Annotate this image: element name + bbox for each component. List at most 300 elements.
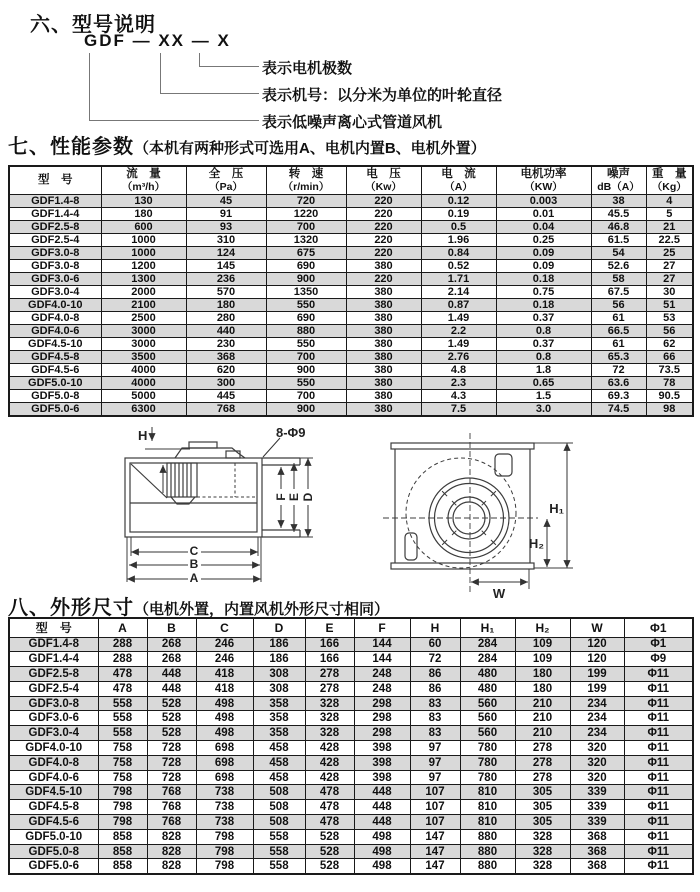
table-cell: 220	[346, 234, 421, 247]
table-cell: 0.18	[496, 273, 591, 286]
table-cell: 368	[570, 859, 624, 874]
table-cell: 700	[266, 221, 346, 234]
table-cell: 738	[196, 800, 253, 815]
table-cell: 398	[354, 755, 410, 770]
table-cell: 698	[196, 755, 253, 770]
section-8-heading	[8, 591, 389, 620]
table-cell: 38	[591, 195, 646, 208]
table-cell: GDF5.0-6	[9, 859, 98, 874]
table-cell: 1350	[266, 286, 346, 299]
table-cell: 498	[354, 829, 410, 844]
table-cell: 380	[346, 364, 421, 377]
table-cell: 810	[460, 800, 515, 815]
table-row	[9, 726, 693, 741]
table-cell: 768	[147, 800, 196, 815]
table-cell: 66.5	[591, 325, 646, 338]
model-code: GDF — XX — X	[84, 31, 231, 50]
table-cell: GDF4.5-6	[9, 364, 101, 377]
dimensions-table	[8, 617, 694, 875]
table-cell: 0.19	[421, 208, 496, 221]
table-cell: GDF1.4-4	[9, 652, 98, 667]
table-cell: 550	[266, 299, 346, 312]
section-7-heading	[8, 130, 486, 159]
table-cell: 248	[354, 667, 410, 682]
table-cell: 328	[305, 726, 354, 741]
table-cell: 180	[515, 681, 570, 696]
table-cell: 768	[147, 785, 196, 800]
column-header: 噪声 dB（A）	[591, 166, 646, 195]
table-cell: 199	[570, 681, 624, 696]
table-cell: 97	[410, 755, 460, 770]
table-cell: 284	[460, 652, 515, 667]
table-cell: 97	[410, 741, 460, 756]
table-cell: 278	[515, 770, 570, 785]
table-cell: 690	[266, 260, 346, 273]
table-cell: 528	[305, 859, 354, 874]
table-cell: GDF3.0-4	[9, 286, 101, 299]
table-row	[9, 325, 693, 338]
table-cell: GDF2.5-4	[9, 681, 98, 696]
table-cell: 53	[646, 312, 693, 325]
table-row	[9, 312, 693, 325]
table-cell: 0.25	[496, 234, 591, 247]
table-cell: 25	[646, 247, 693, 260]
table-cell: Φ11	[624, 755, 693, 770]
table-cell: GDF5.0-8	[9, 844, 98, 859]
table-cell: 147	[410, 844, 460, 859]
table-row	[9, 844, 693, 859]
table-cell: Φ11	[624, 859, 693, 874]
table-cell: 288	[98, 637, 147, 652]
table-cell: GDF3.0-6	[9, 711, 98, 726]
table-cell: 86	[410, 681, 460, 696]
table-cell: 278	[305, 667, 354, 682]
table-row	[9, 195, 693, 208]
table-row	[9, 770, 693, 785]
table-cell: 246	[196, 652, 253, 667]
table-cell: 147	[410, 859, 460, 874]
table-cell: 328	[515, 844, 570, 859]
table-cell: 72	[591, 364, 646, 377]
table-cell: 858	[98, 829, 147, 844]
table-cell: 130	[101, 195, 186, 208]
table-cell: GDF5.0-8	[9, 390, 101, 403]
table-row	[9, 785, 693, 800]
table-row	[9, 755, 693, 770]
table-cell: 308	[253, 667, 305, 682]
table-cell: 560	[460, 696, 515, 711]
table-cell: 199	[570, 667, 624, 682]
table-cell: 310	[186, 234, 266, 247]
table-cell: 508	[253, 800, 305, 815]
table-row	[9, 652, 693, 667]
table-cell: 180	[515, 667, 570, 682]
table-cell: GDF3.0-8	[9, 247, 101, 260]
table-cell: 728	[147, 770, 196, 785]
table-cell: 498	[354, 844, 410, 859]
table-cell: GDF1.4-4	[9, 208, 101, 221]
table-cell: 478	[305, 785, 354, 800]
table-cell: 27	[646, 260, 693, 273]
table-cell: 458	[253, 770, 305, 785]
table-cell: 478	[98, 681, 147, 696]
table-cell: 675	[266, 247, 346, 260]
table-cell: GDF4.0-6	[9, 770, 98, 785]
dim-label-h2: H₂	[528, 536, 544, 551]
table-row	[9, 364, 693, 377]
table-cell: 58	[591, 273, 646, 286]
table-cell: 2.3	[421, 377, 496, 390]
table-cell: 268	[147, 637, 196, 652]
table-cell: 339	[570, 815, 624, 830]
table-cell: 558	[253, 844, 305, 859]
table-cell: GDF4.0-6	[9, 325, 101, 338]
table-cell: 298	[354, 711, 410, 726]
model-note-poles: 表示电机极数	[262, 60, 353, 77]
table-cell: 380	[346, 338, 421, 351]
table-cell: 54	[591, 247, 646, 260]
table-cell: 798	[196, 844, 253, 859]
table-cell: 73.5	[646, 364, 693, 377]
table-cell: 358	[253, 726, 305, 741]
table-cell: Φ11	[624, 741, 693, 756]
table-cell: 768	[147, 815, 196, 830]
table-cell: 478	[305, 800, 354, 815]
connector-line	[199, 66, 259, 67]
connector-line	[89, 53, 90, 121]
column-header: 电 压 （Kw）	[346, 166, 421, 195]
table-cell: 248	[354, 681, 410, 696]
section-7-note: （本机有两种形式可选用A、电机内置B、电机外置）	[134, 140, 486, 157]
table-row	[9, 377, 693, 390]
table-cell: 728	[147, 755, 196, 770]
table-row	[9, 221, 693, 234]
table-cell: 109	[515, 652, 570, 667]
table-cell: 428	[305, 741, 354, 756]
table-row	[9, 299, 693, 312]
table-cell: 600	[101, 221, 186, 234]
table-cell: 0.65	[496, 377, 591, 390]
table-cell: 780	[460, 741, 515, 756]
table-cell: 380	[346, 403, 421, 417]
table-cell: 21	[646, 221, 693, 234]
table-cell: 558	[98, 696, 147, 711]
table-cell: 308	[253, 681, 305, 696]
table-cell: GDF4.5-10	[9, 338, 101, 351]
table-cell: Φ11	[624, 829, 693, 844]
table-cell: 0.37	[496, 312, 591, 325]
table-cell: GDF4.5-10	[9, 785, 98, 800]
table-cell: 180	[101, 208, 186, 221]
table-cell: 30	[646, 286, 693, 299]
table-cell: GDF3.0-8	[9, 696, 98, 711]
table-cell: 0.75	[496, 286, 591, 299]
table-cell: 328	[305, 696, 354, 711]
table-cell: 448	[147, 667, 196, 682]
table-cell: 0.8	[496, 351, 591, 364]
table-cell: 448	[354, 800, 410, 815]
table-cell: 147	[410, 829, 460, 844]
table-cell: 288	[98, 652, 147, 667]
table-cell: 478	[98, 667, 147, 682]
table-cell: 27	[646, 273, 693, 286]
table-cell: 480	[460, 681, 515, 696]
table-cell: 305	[515, 815, 570, 830]
table-cell: 1300	[101, 273, 186, 286]
table-cell: 74.5	[591, 403, 646, 417]
table-cell: 2.14	[421, 286, 496, 299]
table-cell: 83	[410, 726, 460, 741]
table-cell: 828	[147, 844, 196, 859]
dimension-drawings	[0, 425, 700, 603]
column-header: C	[196, 618, 253, 637]
table-cell: 418	[196, 681, 253, 696]
table-cell: 380	[346, 260, 421, 273]
table-row	[9, 637, 693, 652]
table-cell: 56	[646, 325, 693, 338]
table-cell: 305	[515, 800, 570, 815]
table-row	[9, 815, 693, 830]
table-cell: 107	[410, 800, 460, 815]
table-cell: 528	[305, 844, 354, 859]
column-header: B	[147, 618, 196, 637]
side-view-drawing	[125, 442, 313, 582]
table-cell: 61	[591, 338, 646, 351]
table-cell: 145	[186, 260, 266, 273]
table-cell: 120	[570, 637, 624, 652]
table-cell: 380	[346, 325, 421, 338]
table-cell: GDF5.0-10	[9, 829, 98, 844]
table-cell: 210	[515, 726, 570, 741]
table-cell: Φ11	[624, 800, 693, 815]
table-cell: 186	[253, 652, 305, 667]
column-header: 重 量 （Kg）	[646, 166, 693, 195]
table-cell: 380	[346, 351, 421, 364]
table-cell: 700	[266, 390, 346, 403]
table-cell: 0.8	[496, 325, 591, 338]
table-cell: 0.18	[496, 299, 591, 312]
table-cell: 780	[460, 770, 515, 785]
table-cell: GDF1.4-8	[9, 637, 98, 652]
table-row	[9, 273, 693, 286]
table-cell: 380	[346, 286, 421, 299]
table-cell: 86	[410, 667, 460, 682]
table-cell: 4000	[101, 377, 186, 390]
table-cell: 478	[305, 815, 354, 830]
column-header: W	[570, 618, 624, 637]
table-cell: 858	[98, 844, 147, 859]
table-cell: 220	[346, 221, 421, 234]
table-cell: 234	[570, 726, 624, 741]
table-cell: 234	[570, 711, 624, 726]
table-cell: 51	[646, 299, 693, 312]
table-cell: 67.5	[591, 286, 646, 299]
table-cell: 738	[196, 815, 253, 830]
table-cell: Φ9	[624, 652, 693, 667]
table-row	[9, 800, 693, 815]
table-cell: 368	[570, 844, 624, 859]
table-cell: 124	[186, 247, 266, 260]
table-cell: 268	[147, 652, 196, 667]
table-cell: 560	[460, 711, 515, 726]
table-cell: 690	[266, 312, 346, 325]
table-cell: 210	[515, 696, 570, 711]
table-cell: 1000	[101, 234, 186, 247]
table-cell: 498	[196, 711, 253, 726]
table-cell: 880	[460, 859, 515, 874]
table-cell: Φ11	[624, 726, 693, 741]
table-cell: 109	[515, 637, 570, 652]
table-cell: 528	[147, 711, 196, 726]
table-cell: 4.8	[421, 364, 496, 377]
table-cell: 1200	[101, 260, 186, 273]
section-8-title: 八、外形尺寸	[8, 597, 134, 619]
table-cell: 1320	[266, 234, 346, 247]
table-cell: GDF4.5-6	[9, 815, 98, 830]
table-cell: 63.6	[591, 377, 646, 390]
table-row	[9, 711, 693, 726]
table-cell: 61.5	[591, 234, 646, 247]
table-cell: 22.5	[646, 234, 693, 247]
table-row	[9, 667, 693, 682]
dim-label-h1: H₁	[549, 501, 564, 516]
table-cell: 2000	[101, 286, 186, 299]
table-cell: 0.01	[496, 208, 591, 221]
table-cell: 93	[186, 221, 266, 234]
table-cell: 220	[346, 247, 421, 260]
table-cell: 284	[460, 637, 515, 652]
table-cell: 4000	[101, 364, 186, 377]
table-cell: 508	[253, 815, 305, 830]
table-cell: 1.49	[421, 312, 496, 325]
table-cell: 0.09	[496, 247, 591, 260]
table-cell: 45.5	[591, 208, 646, 221]
column-header: F	[354, 618, 410, 637]
dim-label-h: H	[138, 428, 148, 443]
table-cell: 448	[354, 815, 410, 830]
table-cell: 828	[147, 859, 196, 874]
table-cell: 97	[410, 770, 460, 785]
column-header: 电机功率 （KW）	[496, 166, 591, 195]
table-cell: 0.5	[421, 221, 496, 234]
column-header: Φ1	[624, 618, 693, 637]
table-cell: 0.09	[496, 260, 591, 273]
table-cell: 440	[186, 325, 266, 338]
column-header: 电 流 （A）	[421, 166, 496, 195]
connector-line	[160, 93, 259, 94]
table-cell: 810	[460, 815, 515, 830]
table-cell: 66	[646, 351, 693, 364]
table-cell: 3000	[101, 325, 186, 338]
table-cell: 328	[515, 829, 570, 844]
table-cell: Φ11	[624, 667, 693, 682]
table-cell: 798	[98, 800, 147, 815]
table-cell: 210	[515, 711, 570, 726]
table-cell: 2100	[101, 299, 186, 312]
table-cell: 5000	[101, 390, 186, 403]
table-cell: 234	[570, 696, 624, 711]
table-cell: 558	[253, 859, 305, 874]
table-cell: 900	[266, 403, 346, 417]
table-cell: 45	[186, 195, 266, 208]
table-cell: 0.12	[421, 195, 496, 208]
table-cell: 61	[591, 312, 646, 325]
table-cell: 398	[354, 741, 410, 756]
table-cell: Φ11	[624, 681, 693, 696]
table-cell: 448	[147, 681, 196, 696]
table-row	[9, 351, 693, 364]
table-cell: Φ11	[624, 844, 693, 859]
dim-label-d: D	[301, 492, 315, 502]
table-cell: 445	[186, 390, 266, 403]
table-cell: 498	[196, 696, 253, 711]
table-cell: 738	[196, 785, 253, 800]
table-cell: 458	[253, 755, 305, 770]
table-cell: 758	[98, 741, 147, 756]
table-cell: 1.8	[496, 364, 591, 377]
model-note-size: 表示机号：以分米为单位的叶轮直径	[262, 87, 503, 104]
table-cell: 83	[410, 711, 460, 726]
column-header: D	[253, 618, 305, 637]
table-cell: 7.5	[421, 403, 496, 417]
table-row	[9, 859, 693, 874]
table-cell: GDF4.0-8	[9, 755, 98, 770]
header-row	[9, 166, 693, 195]
table-cell: 2500	[101, 312, 186, 325]
section-7-title: 七、性能参数	[8, 136, 134, 158]
table-cell: 1220	[266, 208, 346, 221]
column-header: 全 压 （Pa）	[186, 166, 266, 195]
table-cell: 280	[186, 312, 266, 325]
table-cell: 758	[98, 755, 147, 770]
table-row	[9, 403, 693, 417]
table-cell: 0.003	[496, 195, 591, 208]
table-cell: 368	[570, 829, 624, 844]
table-cell: 528	[305, 829, 354, 844]
end-view-drawing	[383, 433, 573, 593]
table-cell: 698	[196, 770, 253, 785]
table-cell: 144	[354, 637, 410, 652]
table-cell: 46.8	[591, 221, 646, 234]
table-row	[9, 234, 693, 247]
table-cell: 458	[253, 741, 305, 756]
table-cell: 498	[196, 726, 253, 741]
table-cell: 278	[515, 741, 570, 756]
table-cell: 107	[410, 815, 460, 830]
table-cell: 758	[98, 770, 147, 785]
table-cell: 698	[196, 741, 253, 756]
table-cell: 880	[460, 844, 515, 859]
table-cell: 107	[410, 785, 460, 800]
table-cell: 298	[354, 696, 410, 711]
table-cell: 278	[305, 681, 354, 696]
connector-line	[199, 53, 200, 67]
table-cell: 220	[346, 273, 421, 286]
table-cell: 398	[354, 770, 410, 785]
table-cell: 1.96	[421, 234, 496, 247]
table-row	[9, 286, 693, 299]
table-cell: 798	[196, 829, 253, 844]
table-cell: 186	[253, 637, 305, 652]
dim-label-c: C	[189, 544, 199, 558]
connector-line	[160, 53, 161, 94]
table-cell: 120	[570, 652, 624, 667]
table-cell: 278	[515, 755, 570, 770]
table-cell: 298	[354, 726, 410, 741]
table-row	[9, 741, 693, 756]
table-cell: 320	[570, 755, 624, 770]
table-cell: 4	[646, 195, 693, 208]
